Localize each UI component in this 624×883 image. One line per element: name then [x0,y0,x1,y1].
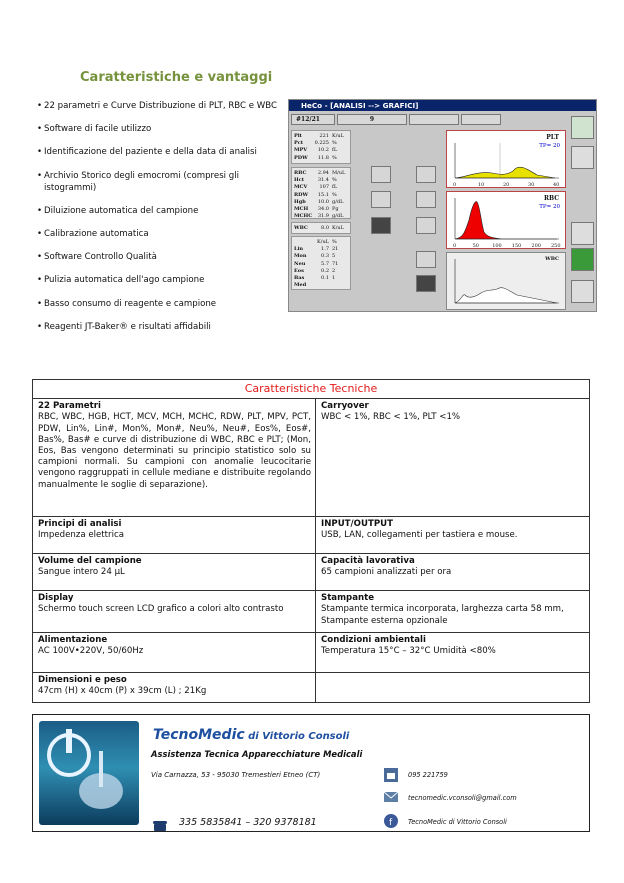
feature-item: • Basso consumo di reagente e campione [37,298,281,310]
brand-sub: di Vittorio Consoli [244,731,350,742]
result-cell: 31.4 [317,177,329,184]
result-cell: 11.8 [317,154,329,161]
axis-tick-label: 0 [453,243,457,249]
books-button[interactable] [571,116,594,139]
result-cell: RDW [294,191,309,198]
tech-value: 47cm (H) x 40cm (P) x 39cm (L) ; 21Kg [38,686,207,697]
save-button[interactable] [416,251,436,268]
brand-name [153,727,349,743]
result-cell: 5.7 [321,260,329,267]
result-cell: Lin [294,246,304,253]
feature-item: • Archivio Storico degli emocromi (compresi gli istogrammi) [37,170,281,194]
diff-results-table [291,236,351,290]
empty-tab [409,114,459,125]
result-cell: Hct [294,177,305,184]
result-row [294,133,348,140]
tech-value: USB, LAN, collegamenti per tastiera e mouse. [321,530,518,541]
result-cell: g/dL [332,213,344,220]
wbc-label: WBC [545,256,559,262]
settings-button[interactable] [571,146,594,169]
result-cell: g/dL [332,198,344,205]
tech-label: Capacità lavorativa [321,556,415,567]
result-cell: 1 [332,275,336,282]
result-cell: MCV [294,184,308,191]
tech-table-title: Caratteristiche Tecniche [33,380,590,399]
result-row [294,170,348,177]
feature-item: • Pulizia automatica dell'ago campione [37,274,281,286]
result-cell: K/uL [332,133,344,139]
result-row [294,199,348,206]
result-cell: 8.0 [321,225,329,231]
result-cell: 2 [332,267,336,274]
result-cell: K/uL [332,225,344,231]
result-cell: % [332,154,337,161]
axis-tick-label: 200 [531,243,541,249]
result-cell: fL [332,147,338,154]
result-cell: 1.7 [321,246,329,253]
tech-label: Volume del campione [38,556,142,567]
sample-num-tab: 9 [337,114,407,125]
result-cell: MCHC [294,213,313,220]
feature-list [37,100,281,344]
screenshot-title: HeCo - [ANALISI --> GRAFICI] [289,100,596,111]
axis-tick-label: 40 [553,182,560,188]
tech-label: Alimentazione [38,635,108,646]
wbc-results-table [291,222,351,234]
svg-text:f: f [389,818,393,828]
result-cell: % [332,140,337,147]
phone-icon [153,816,167,827]
tech-label: Display [38,593,74,604]
svg-text:050100150200250 [453,243,561,249]
business-card [32,714,590,832]
result-cell: 0.2 [321,267,329,274]
delete-button[interactable] [416,217,436,234]
plt-tp: TP= 20 [539,143,560,149]
result-cell [312,282,332,289]
tech-label: Principi di analisi [38,519,122,530]
result-cell: 21 [332,246,339,253]
result-cell: 31.9 [317,213,329,220]
feature-item: • Diluizione automatica del campione [37,205,281,217]
wbc-histogram [446,252,566,310]
power-logo [39,721,139,825]
tech-label: 22 Parametri [38,401,101,412]
plt-label: PLT [546,134,559,141]
tech-value: AC 100V•220V, 50/60Hz [38,646,144,657]
feature-item: • Reagenti JT-Baker® e risultati affidabili [37,321,281,333]
plt-histogram [446,130,566,188]
result-row [294,246,348,253]
axis-tick-label: 100 [492,243,502,249]
axis-tick-label: 150 [511,243,522,249]
feature-item: • Software di facile utilizzo [37,123,281,135]
result-cell: 15.1 [317,191,329,198]
result-cell: 34.0 [317,206,329,213]
email-icon [384,789,398,803]
result-cell: M/uL [332,170,346,176]
result-cell: 0.225 [314,140,329,147]
result-cell: MPV [294,147,308,154]
axis-tick-label: 10 [478,182,485,188]
svg-text:010203040 [453,182,559,188]
result-cell: 5 [332,253,336,260]
result-cell: Mon [294,253,307,260]
tech-table [32,379,590,703]
result-cell: 0.1 [321,275,329,282]
result-cell: fL [332,184,338,191]
result-row [294,192,348,199]
result-cell: 0.3 [321,253,329,260]
facebook-icon [384,813,398,827]
result-cell: Plt [294,133,302,139]
run-button[interactable] [571,280,594,303]
axis-tick-label: 50 [472,243,479,249]
tech-value: WBC < 1%, RBC < 1%, PLT <1% [321,412,461,423]
result-row [294,206,348,213]
result-row [294,268,348,275]
result-row [294,225,348,232]
plt-results-table [291,130,351,164]
result-cell: Hgb [294,198,306,205]
rbc-tp: TP= 20 [539,204,560,210]
result-row [294,147,348,154]
tech-label: Dimensioni e peso [38,675,127,686]
tech-value: Stampante termica incorporata, larghezza carta 58 mm, Stampante esterna opzionale [321,604,564,626]
result-cell: WBC [294,225,308,231]
axis-tick-label: 0 [453,182,457,188]
result-cell: 107 [319,184,329,191]
rbc-histogram [446,191,566,249]
axis-tick-label: 250 [551,243,561,249]
result-cell: Pg [332,206,339,213]
result-row [294,177,348,184]
tech-value: RBC, WBC, HGB, HCT, MCV, MCH, MCHC, RDW, PLT, MPV, PCT, PDW, Lin%, Lin#, Mon%, Mon#, Neu%, Neu#, Eos%, Eos#, Bas%, Bas# e curve di distribuzione di WBC, RBC e PLT; (Mon, Eos, Bas vengono determinati su principio statistico solo su campioni normali. Su campioni con anomalie leucocitarie vengono raggruppati in cellule mediane e distribuite regolando manualmente le soglie di separazione). [38,412,311,490]
tech-value: 65 campioni analizzati per ora [321,567,452,578]
result-cell [294,239,312,246]
result-row [294,239,348,246]
search-button[interactable] [371,217,391,234]
tech-label: Carryover [321,401,369,412]
print-button[interactable] [371,191,391,208]
result-row [294,282,348,289]
stop-button[interactable] [416,275,436,292]
result-cell: Med [294,282,307,289]
result-cell: Eos [294,267,304,274]
tech-value: Impedenza elettrica [38,530,124,541]
rbc-label: RBC [544,195,559,202]
tech-value: Schermo touch screen LCD grafico a colori alto contrasto [38,604,284,615]
feature-item: • Identificazione del paziente e della data di analisi [37,146,281,158]
tube-button[interactable] [571,222,594,245]
rbc-results-table [291,167,351,219]
edit-button[interactable] [416,191,436,208]
telephone-icon [384,767,398,781]
result-cell: % [332,191,337,198]
result-cell: K/uL [317,239,329,245]
result-cell: 71 [332,260,339,267]
tech-label: Condizioni ambientali [321,635,426,646]
axis-tick-label: 20 [503,182,510,188]
sample-id-tab: #12/21 [291,114,335,125]
tech-label: Stampante [321,593,375,604]
axis-tick-label: 30 [528,182,535,188]
result-cell: Neu [294,260,306,267]
result-cell: RBC [294,170,307,176]
result-row [294,184,348,191]
result-cell: 10.0 [317,198,329,205]
result-row [294,155,348,162]
next-button[interactable] [416,166,436,183]
result-cell: 2.94 [317,170,329,176]
result-row [294,213,348,220]
address: Via Carnazza, 53 - 95030 Tremestieri Etneo (CT) [151,771,321,779]
feature-item: • 22 parametri e Curve Distribuzione di PLT, RBC e WBC [37,100,281,112]
result-cell: MCH [294,206,309,213]
contact-facebook[interactable]: TecnoMedic di Vittorio Consoli [408,818,507,826]
page-heading: Caratteristiche e vantaggi [80,70,273,85]
result-cell [332,282,348,289]
check-button[interactable] [571,248,594,271]
tech-label: INPUT/OUTPUT [321,519,393,530]
contact-phone: 095 221759 [408,771,448,779]
result-cell: % [332,239,337,245]
tech-value: Sangue intero 24 µL [38,567,125,578]
tagline: Assistenza Tecnica Apparecchiature Medicali [151,749,363,759]
mobile-phones: 335 5835841 – 320 9378181 [179,817,317,828]
result-cell: Pct [294,140,304,147]
tech-value: Temperatura 15°C – 32°C Umidità <80% [321,646,496,657]
result-cell: Bas [294,275,305,282]
result-cell: 221 [319,133,329,139]
feature-item: • Software Controllo Qualità [37,251,281,263]
result-cell: PDW [294,154,308,161]
result-cell: 10.2 [317,147,329,154]
feature-item: • Calibrazione automatica [37,228,281,240]
brand-main: TecnoMedic [153,727,245,743]
result-row [294,275,348,282]
result-cell: % [332,177,337,184]
result-row [294,140,348,147]
prev-button[interactable] [371,166,391,183]
result-row [294,261,348,268]
result-row [294,253,348,260]
empty-tab [461,114,501,125]
contact-email[interactable]: tecnomedic.vconsoli@gmail.com [408,794,517,802]
software-screenshot [288,99,597,312]
